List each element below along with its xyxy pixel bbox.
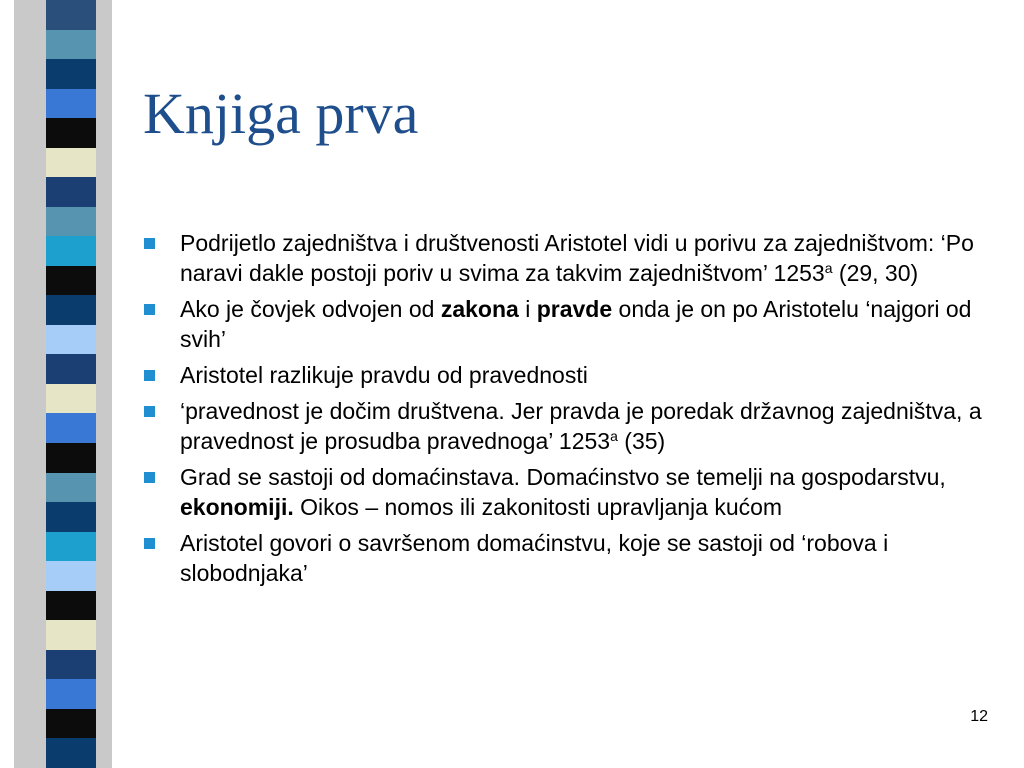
square-bullet-icon: [144, 406, 155, 417]
bullet-item: [143, 528, 1003, 588]
stripe-block: [46, 738, 96, 768]
stripe-block: [46, 354, 96, 384]
bullet-item: [143, 294, 1003, 354]
bold-text: pravde: [536, 296, 613, 322]
superscript: a: [824, 260, 833, 276]
stripe-block: [46, 650, 96, 680]
stripe-block: [46, 30, 96, 60]
text-run: Ako je čovjek odvojen od: [180, 296, 441, 322]
text-run: Oikos – nomos ili zakonitosti upravljanja kućom: [293, 494, 783, 520]
text-run: Grad se sastoji od domaćinstava. Domaćinstvo se temelji na gospodarstvu,: [180, 464, 946, 490]
bullet-item: [143, 462, 1003, 522]
text-run: i: [518, 296, 537, 322]
bullet-text: [180, 530, 888, 586]
stripe-block: [46, 207, 96, 237]
stripe-block: [46, 118, 96, 148]
text-run: onda je on po Aristotelu ‘najgori od svih’: [180, 296, 972, 352]
stripe-block: [46, 620, 96, 650]
stripe-block: [46, 532, 96, 562]
text-run: ‘pravednost je dočim društvena. Jer pravda je poredak državnog zajedništva, a pravednost je prosudba pravednoga’ 1253: [180, 398, 982, 454]
bullet-text: [180, 296, 971, 352]
stripe-block: [46, 679, 96, 709]
square-bullet-icon: [144, 538, 155, 549]
bullet-text: [180, 362, 588, 388]
bold-text: ekonomiji.: [180, 494, 294, 520]
stripe-block: [46, 384, 96, 414]
stripe-block: [46, 413, 96, 443]
stripe-block: [46, 236, 96, 266]
text-run: (29, 30): [832, 260, 919, 286]
stripe-block: [46, 266, 96, 296]
decorative-stripe: [0, 0, 118, 768]
text-run: (35): [617, 428, 666, 454]
stripe-block: [46, 148, 96, 178]
stripe-block: [46, 443, 96, 473]
square-bullet-icon: [144, 370, 155, 381]
text-run: Podrijetlo zajedništva i društvenosti Aristotel vidi u porivu za zajedništvom: ‘Po naravi dakle postoji poriv u svima za takvim zajedništvom’ 1253: [180, 230, 974, 286]
bullet-text: [180, 464, 946, 520]
stripe-block: [46, 295, 96, 325]
bullet-list: [143, 228, 1003, 594]
text-run: Aristotel razlikuje pravdu od pravednosti: [180, 362, 588, 388]
stripe-block: [46, 561, 96, 591]
stripe-block: [46, 325, 96, 355]
bullet-text: [180, 230, 974, 286]
bullet-item: [143, 360, 1003, 390]
bullet-text: [180, 398, 982, 454]
page-number: 12: [970, 708, 988, 725]
square-bullet-icon: [144, 238, 155, 249]
stripe-block: [46, 591, 96, 621]
superscript: a: [610, 428, 618, 444]
stripe-block: [46, 59, 96, 89]
stripe-blocks: [46, 0, 96, 768]
stripe-block: [46, 177, 96, 207]
stripe-block: [46, 709, 96, 739]
square-bullet-icon: [144, 472, 155, 483]
bullet-item: [143, 396, 1003, 456]
text-run: Aristotel govori o savršenom domaćinstvu, koje se sastoji od ‘robova i slobodnjaka’: [180, 530, 889, 586]
square-bullet-icon: [144, 304, 155, 315]
stripe-block: [46, 0, 96, 30]
slide-title: Knjiga prva: [143, 81, 419, 146]
bold-text: zakona: [440, 296, 519, 322]
bullet-item: [143, 228, 1003, 288]
stripe-block: [46, 89, 96, 119]
stripe-block: [46, 473, 96, 503]
stripe-block: [46, 502, 96, 532]
